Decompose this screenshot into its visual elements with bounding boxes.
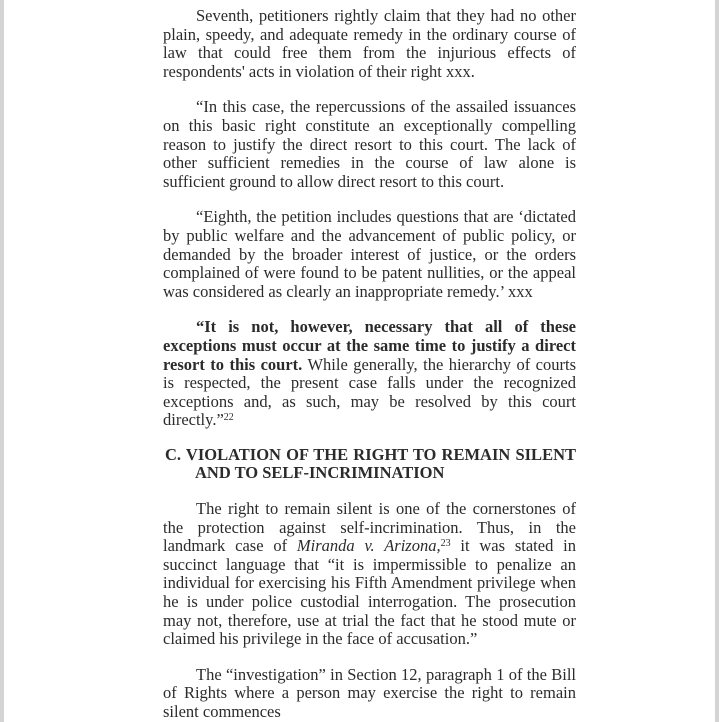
page-edge-left [0, 0, 4, 722]
page-edge-right [715, 0, 719, 722]
section-heading: C. VIOLATION OF THE RIGHT TO REMAIN SILENT AND TO SELF-INCRIMINATION [165, 444, 576, 483]
bold-emphasis: “It is not, however, necessary that all of these exceptions must occur at the same time to justify a direct resort to this court. [163, 317, 576, 374]
document-page [163, 0, 576, 722]
paragraph-text: The right to remain silent is one of the cornerstones of the protection against self-incrimination. Thus, in the landmark case of [163, 499, 576, 556]
case-citation: Miranda v. Arizona, [296, 536, 441, 556]
paragraph-eighth: “Eighth, the petition includes questions that are ‘dictated by public welfare and the advancement of public policy, or demanded by the broader interest of justice, or the orders complained of were found to be patent nullities, or the appeal was considered as clearly an inappropriate remedy.’ xxx [163, 207, 576, 301]
paragraph-investigation: The “investigation” in Section 12, paragraph 1 of the Bill of Rights where a person may exercise the right to remain silent commences [163, 664, 576, 721]
footnote-ref-23[interactable]: 23 [440, 538, 451, 550]
paragraph-text: While generally, the hierarchy of courts is respected, the present case falls under the recognized exceptions and, as such, may be resolved by this court directly.” [163, 354, 576, 430]
footnote-ref-22[interactable]: 22 [223, 412, 234, 424]
paragraph-exceptions [163, 318, 576, 430]
paragraph-text: it was stated in succinct language that “it is impermissible to penalize an individual for exercising his Fifth Amendment privilege when he is under police custodial interrogation. The prosecution may not, therefore, use at trial the fact that he stood mute or claimed his privilege in the face of accusation.” [163, 536, 576, 649]
paragraph-seventh: Seventh, petitioners rightly claim that they had no other plain, speedy, and adequate remedy in the ordinary course of law that could free them from the injurious effects of respondents' acts in violation of their right xxx. [163, 6, 576, 81]
paragraph-repercussions: “In this case, the repercussions of the assailed issuances on this basic right constitute an exceptionally compelling reason to justify the direct resort to this court. The lack of other sufficient remedies in the course of law alone is sufficient ground to allow direct resort to this court. [163, 97, 576, 191]
paragraph-right-to-remain-silent [163, 500, 576, 649]
